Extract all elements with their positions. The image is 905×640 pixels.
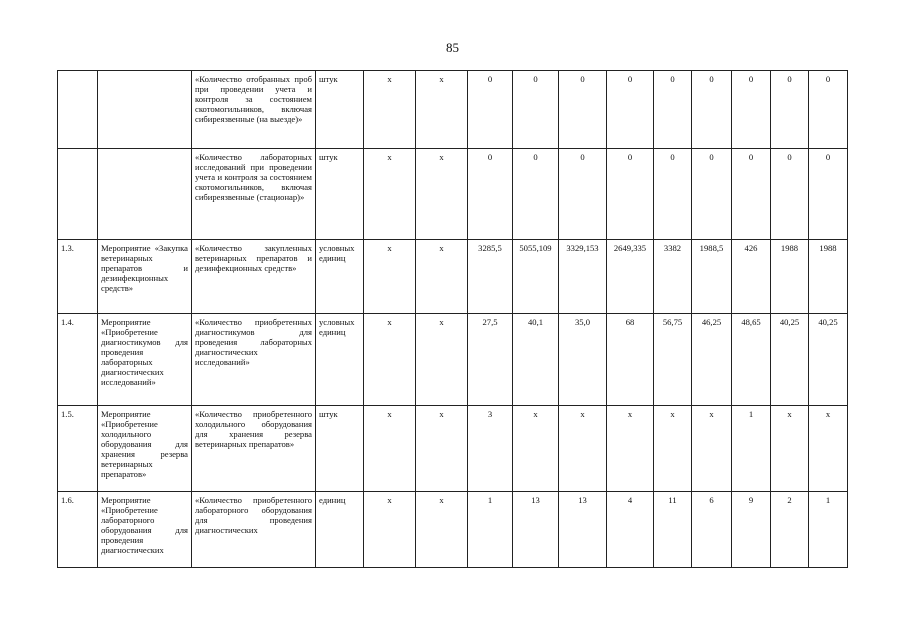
value-cell: x <box>416 71 468 149</box>
table-row <box>58 492 848 568</box>
value-cell: 1988 <box>771 240 809 314</box>
value-cell: 56,75 <box>654 314 692 406</box>
value-cell: 3 <box>468 406 513 492</box>
activity-cell: Мероприятие «Закупка ветеринарных препаратов и дезинфекционных средств» <box>98 240 192 314</box>
value-cell: 0 <box>692 71 732 149</box>
indicator-cell: «Количество приобретенного лабораторного оборудования для проведения диагностических <box>192 492 316 568</box>
value-cell: 0 <box>513 149 559 240</box>
value-cell: 5055,109 <box>513 240 559 314</box>
row-number-cell <box>58 71 98 149</box>
row-number-cell: 1.4. <box>58 314 98 406</box>
value-cell: 1 <box>809 492 848 568</box>
value-cell: x <box>559 406 607 492</box>
value-cell: x <box>416 492 468 568</box>
value-cell: 0 <box>654 149 692 240</box>
value-cell: 0 <box>468 71 513 149</box>
row-number-cell: 1.6. <box>58 492 98 568</box>
unit-cell: штук <box>316 149 364 240</box>
value-cell: 4 <box>607 492 654 568</box>
value-cell: x <box>416 406 468 492</box>
value-cell: 0 <box>654 71 692 149</box>
value-cell: 0 <box>607 71 654 149</box>
value-cell: 426 <box>732 240 771 314</box>
value-cell: x <box>364 492 416 568</box>
value-cell: x <box>607 406 654 492</box>
value-cell: 11 <box>654 492 692 568</box>
row-number-cell <box>58 149 98 240</box>
indicator-cell: «Количество лабораторных исследований при проведении учета и контроля за состоянием скотомогильников, включая сибиреязвенные (стационар)» <box>192 149 316 240</box>
value-cell: x <box>364 240 416 314</box>
value-cell: 1988,5 <box>692 240 732 314</box>
table-row <box>58 149 848 240</box>
value-cell: 13 <box>559 492 607 568</box>
unit-cell: условных единиц <box>316 314 364 406</box>
value-cell: 0 <box>468 149 513 240</box>
value-cell: x <box>809 406 848 492</box>
value-cell: 40,25 <box>771 314 809 406</box>
value-cell: 2 <box>771 492 809 568</box>
value-cell: x <box>692 406 732 492</box>
value-cell: 0 <box>607 149 654 240</box>
value-cell: 9 <box>732 492 771 568</box>
activity-cell: Мероприятие «Приобретение холодильного оборудования для хранения резерва ветеринарных препаратов» <box>98 406 192 492</box>
value-cell: 0 <box>771 149 809 240</box>
value-cell: 0 <box>692 149 732 240</box>
value-cell: 1 <box>732 406 771 492</box>
indicator-cell: «Количество закупленных ветеринарных препаратов и дезинфекционных средств» <box>192 240 316 314</box>
value-cell: x <box>654 406 692 492</box>
value-cell: 40,1 <box>513 314 559 406</box>
value-cell: x <box>364 406 416 492</box>
indicator-cell: «Количество отобранных проб при проведении учета и контроля за состоянием скотомогильников, включая сибиреязвенные (на выезде)» <box>192 71 316 149</box>
value-cell: x <box>416 314 468 406</box>
activity-cell: Мероприятие «Приобретение лабораторного оборудования для проведения диагностических <box>98 492 192 568</box>
activity-cell <box>98 71 192 149</box>
activity-cell <box>98 149 192 240</box>
value-cell: 13 <box>513 492 559 568</box>
value-cell: 0 <box>732 149 771 240</box>
activity-cell: Мероприятие «Приобретение диагностикумов для проведения лабораторных диагностических исследований» <box>98 314 192 406</box>
table-row <box>58 406 848 492</box>
value-cell: 0 <box>513 71 559 149</box>
value-cell: 0 <box>771 71 809 149</box>
value-cell: 1988 <box>809 240 848 314</box>
value-cell: x <box>416 240 468 314</box>
value-cell: 46,25 <box>692 314 732 406</box>
indicator-cell: «Количество приобретенных диагностикумов для проведения лабораторных диагностических исследований» <box>192 314 316 406</box>
value-cell: 0 <box>809 149 848 240</box>
value-cell: 35,0 <box>559 314 607 406</box>
value-cell: x <box>416 149 468 240</box>
value-cell: 48,65 <box>732 314 771 406</box>
value-cell: 0 <box>559 71 607 149</box>
value-cell: x <box>364 149 416 240</box>
value-cell: 3329,153 <box>559 240 607 314</box>
page-number: 85 <box>446 40 459 55</box>
indicator-cell: «Количество приобретенного холодильного оборудования для хранения резерва ветеринарных препаратов» <box>192 406 316 492</box>
value-cell: 6 <box>692 492 732 568</box>
unit-cell: штук <box>316 406 364 492</box>
value-cell: 40,25 <box>809 314 848 406</box>
value-cell: x <box>513 406 559 492</box>
indicators-table <box>57 70 848 568</box>
table-row <box>58 240 848 314</box>
value-cell: x <box>771 406 809 492</box>
value-cell: 3382 <box>654 240 692 314</box>
value-cell: 27,5 <box>468 314 513 406</box>
value-cell: 2649,335 <box>607 240 654 314</box>
table-row <box>58 314 848 406</box>
value-cell: x <box>364 71 416 149</box>
value-cell: 0 <box>559 149 607 240</box>
unit-cell: условных единиц <box>316 240 364 314</box>
table-row <box>58 71 848 149</box>
value-cell: 0 <box>809 71 848 149</box>
row-number-cell: 1.5. <box>58 406 98 492</box>
row-number-cell: 1.3. <box>58 240 98 314</box>
unit-cell: штук <box>316 71 364 149</box>
value-cell: x <box>364 314 416 406</box>
unit-cell: единиц <box>316 492 364 568</box>
value-cell: 3285,5 <box>468 240 513 314</box>
value-cell: 0 <box>732 71 771 149</box>
value-cell: 68 <box>607 314 654 406</box>
value-cell: 1 <box>468 492 513 568</box>
